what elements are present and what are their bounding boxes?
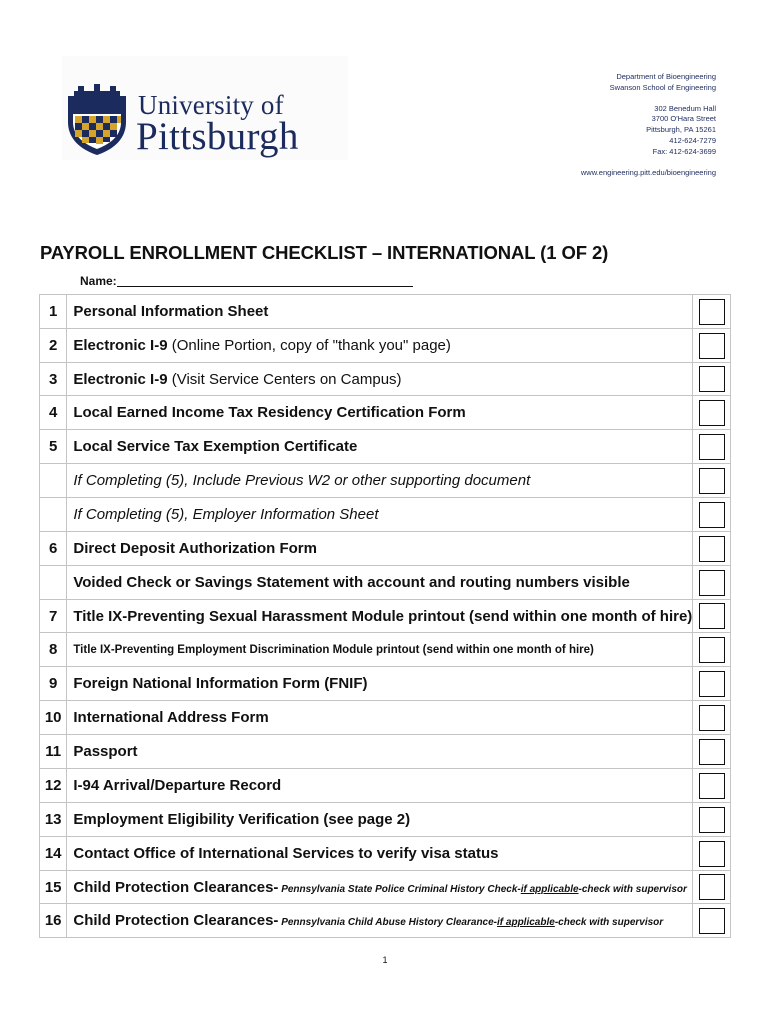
checklist-row (40, 735, 731, 769)
page-title: PAYROLL ENROLLMENT CHECKLIST – INTERNATIONAL (1 OF 2) (40, 242, 609, 263)
checkbox[interactable] (699, 502, 725, 528)
checklist-row (40, 904, 731, 938)
checklist-table (39, 294, 731, 938)
website-link[interactable]: www.engineering.pitt.edu/bioengineering (580, 167, 716, 177)
checklist-row (40, 363, 731, 396)
checklist-row (40, 803, 731, 837)
name-field[interactable] (80, 274, 413, 288)
checkbox[interactable] (699, 841, 725, 867)
checkbox[interactable] (699, 434, 725, 460)
checkbox[interactable] (699, 299, 725, 325)
checklist-row (40, 769, 731, 803)
checkbox[interactable] (699, 603, 725, 629)
item-number: 4 (40, 396, 67, 430)
item-number (40, 566, 67, 600)
item-text: Personal Information Sheet (67, 295, 693, 329)
checkbox[interactable] (699, 739, 725, 765)
item-number: 6 (40, 532, 67, 566)
item-text: Voided Check or Savings Statement with account and routing numbers visible (67, 566, 693, 600)
address-line: 302 Benedum Hall (654, 103, 716, 113)
item-text: Electronic I-9 (Visit Service Centers on Campus) (67, 363, 693, 396)
checklist-row (40, 566, 731, 600)
checkbox[interactable] (699, 773, 725, 799)
item-text: If Completing (5), Employer Information Sheet (67, 498, 693, 532)
item-text: Direct Deposit Authorization Form (67, 532, 693, 566)
logo-text-line1: University of (138, 90, 284, 120)
item-number: 1 (40, 295, 67, 329)
item-number: 7 (40, 600, 67, 633)
item-text: Electronic I-9 (Online Portion, copy of "thank you" page) (67, 329, 693, 363)
checklist-row (40, 295, 731, 329)
checklist-row (40, 430, 731, 464)
checkbox[interactable] (699, 570, 725, 596)
checkbox[interactable] (699, 400, 725, 426)
item-number: 2 (40, 329, 67, 363)
checkbox[interactable] (699, 908, 725, 934)
item-text: Foreign National Information Form (FNIF) (67, 667, 693, 701)
checkbox[interactable] (699, 366, 725, 392)
item-number: 3 (40, 363, 67, 396)
checkbox[interactable] (699, 807, 725, 833)
item-number: 13 (40, 803, 67, 837)
checklist-row (40, 633, 731, 667)
item-number: 5 (40, 430, 67, 464)
checklist-row (40, 329, 731, 363)
item-number: 12 (40, 769, 67, 803)
item-text: Employment Eligibility Verification (see page 2) (67, 803, 693, 837)
item-number: 9 (40, 667, 67, 701)
checkbox[interactable] (699, 468, 725, 494)
item-number: 14 (40, 837, 67, 871)
address-line: Pittsburgh, PA 15261 (646, 125, 716, 135)
item-text: International Address Form (67, 701, 693, 735)
checkbox[interactable] (699, 637, 725, 663)
item-text: Passport (67, 735, 693, 769)
item-number (40, 464, 67, 498)
department-name: Department of Bioengineering (616, 72, 716, 81)
fax-number: Fax: 412-624-3699 (652, 146, 716, 156)
item-number: 10 (40, 701, 67, 735)
logo-text-line2: Pittsburgh (136, 115, 299, 158)
checklist-row (40, 498, 731, 532)
checklist-row (40, 701, 731, 735)
checklist-row (40, 600, 731, 633)
item-text: Local Earned Income Tax Residency Certification Form (67, 396, 693, 430)
name-label: Name: (80, 274, 117, 288)
item-number: 11 (40, 735, 67, 769)
university-logo (62, 56, 348, 160)
item-text: Child Protection Clearances- Pennsylvania Child Abuse History Clearance-if applicable-check with supervisor (67, 904, 693, 938)
item-text: I-94 Arrival/Departure Record (67, 769, 693, 803)
item-number: 15 (40, 871, 67, 904)
university-shield-icon (66, 84, 128, 156)
school-name: Swanson School of Engineering (609, 82, 716, 92)
item-text: Contact Office of International Services to verify visa status (67, 837, 693, 871)
page-number: 1 (382, 955, 388, 965)
item-text: Child Protection Clearances- Pennsylvania State Police Criminal History Check-if applicable-check with supervisor (67, 871, 693, 904)
item-number: 16 (40, 904, 67, 938)
checkbox[interactable] (699, 874, 725, 900)
address-line: 3700 O'Hara Street (651, 114, 716, 124)
checkbox[interactable] (699, 671, 725, 697)
item-text: Local Service Tax Exemption Certificate (67, 430, 693, 464)
checkbox[interactable] (699, 536, 725, 562)
item-number (40, 498, 67, 532)
name-blank-line[interactable] (117, 274, 413, 287)
checklist-row (40, 464, 731, 498)
phone-number: 412-624-7279 (669, 135, 716, 145)
checklist-row (40, 837, 731, 871)
item-text: If Completing (5), Include Previous W2 or other supporting document (67, 464, 693, 498)
checklist-row (40, 396, 731, 430)
item-text: Title IX-Preventing Sexual Harassment Module printout (send within one month of hire) (67, 600, 693, 633)
checklist-row (40, 532, 731, 566)
department-info (581, 72, 716, 178)
checkbox[interactable] (699, 705, 725, 731)
checklist-row (40, 667, 731, 701)
item-text: Title IX-Preventing Employment Discrimination Module printout (send within one month of hire) (67, 633, 693, 667)
checklist-row (40, 871, 731, 904)
checkbox[interactable] (699, 333, 725, 359)
item-number: 8 (40, 633, 67, 667)
